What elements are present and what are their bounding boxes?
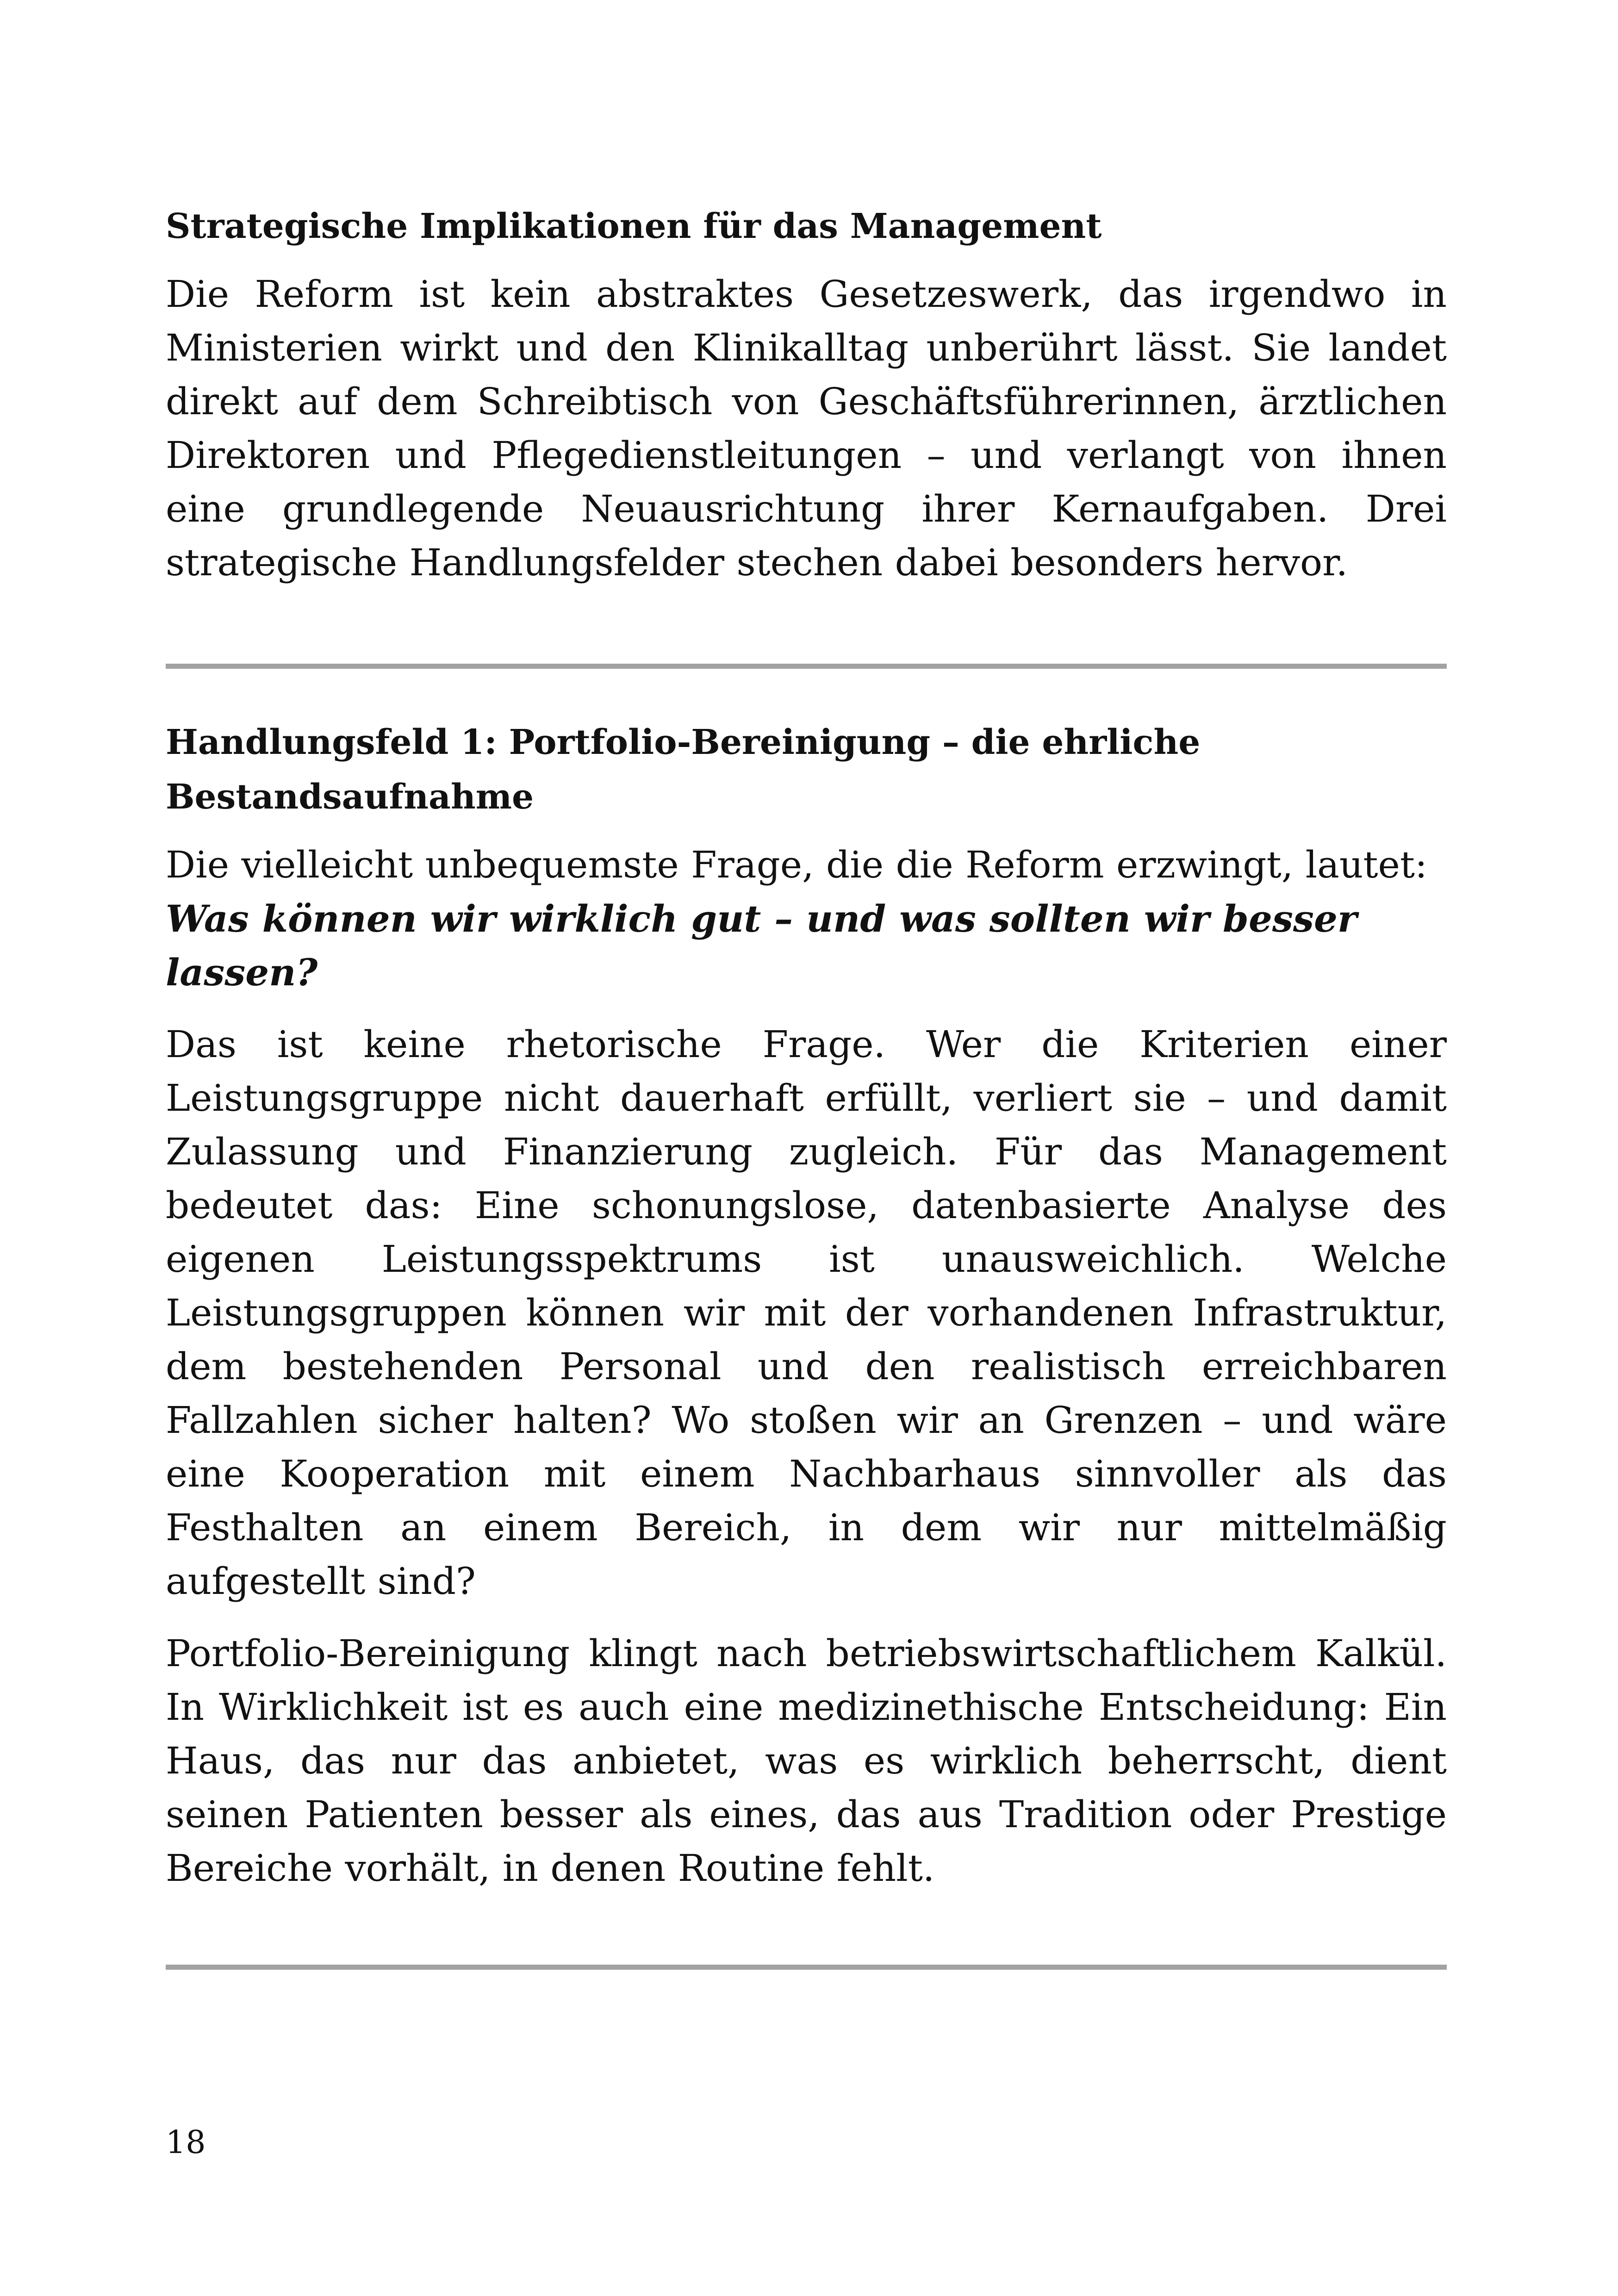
key-question: Was können wir wirklich gut – und was sollten wir besser lassen?: [166, 897, 1357, 994]
paragraph-rhetorical-question: Das ist keine rhetorische Frage. Wer die Kriterien einer Leistungsgruppe nicht dauerhaft erfüllt, verliert sie – und damit Zulassung und Finanzierung zugleich. Für das Management bedeutet das: Eine schonungslose, datenbasierte Analyse des eigenen Leistungsspektrums ist unausweichlich. Welche Leistungsgruppen können wir mit der vorhandenen Infrastruktur, dem bestehenden Personal und den realistisch erreichbaren Fallzahlen sicher halten? Wo stoßen wir an Grenzen – und wäre eine Kooperation mit einem Nachbarhaus sinnvoller als das Festhalten an einem Bereich, in dem wir nur mittelmäßig aufgestellt sind?: [166, 1023, 1447, 1603]
paragraph-reform-intro: Die Reform ist kein abstraktes Gesetzeswerk, das irgendwo in Ministerien wirkt und den Klinikalltag unberührt lässt. Sie landet direkt auf dem Schreibtisch von Geschäftsführerinnen, ärztlichen Direktoren und Pflegedienstleitungen – und verlangt von ihnen eine grundlegende Neuausrichtung ihrer Kernaufgaben. Drei strategische Handlungsfelder stechen dabei besonders hervor.: [166, 273, 1447, 584]
page-number: 18: [166, 2124, 206, 2161]
paragraph-portfolio-ethics: Portfolio-Bereinigung klingt nach betriebswirtschaftlichem Kalkül. In Wirklichkeit ist es auch eine medizinethische Entscheidung: Ein Haus, das nur das anbietet, was es wirklich beherrscht, dient seinen Patienten besser als eines, das aus Tradition oder Prestige Bereiche vorhält, in denen Routine fehlt.: [166, 1632, 1447, 1890]
page-content: [166, 199, 1447, 1970]
section-heading-strategic-implications: Strategische Implikationen für das Management: [166, 206, 1102, 246]
divider-rule: [166, 664, 1447, 669]
question-intro-text: Die vielleicht unbequemste Frage, die die Reform erzwingt, lautet:: [166, 843, 1427, 886]
paragraph-question-intro: [166, 838, 1447, 999]
divider-rule: [166, 1965, 1447, 1970]
section-heading-portfolio: Handlungsfeld 1: Portfolio-Bereinigung – die ehrliche Bestandsaufnahme: [166, 722, 1201, 817]
